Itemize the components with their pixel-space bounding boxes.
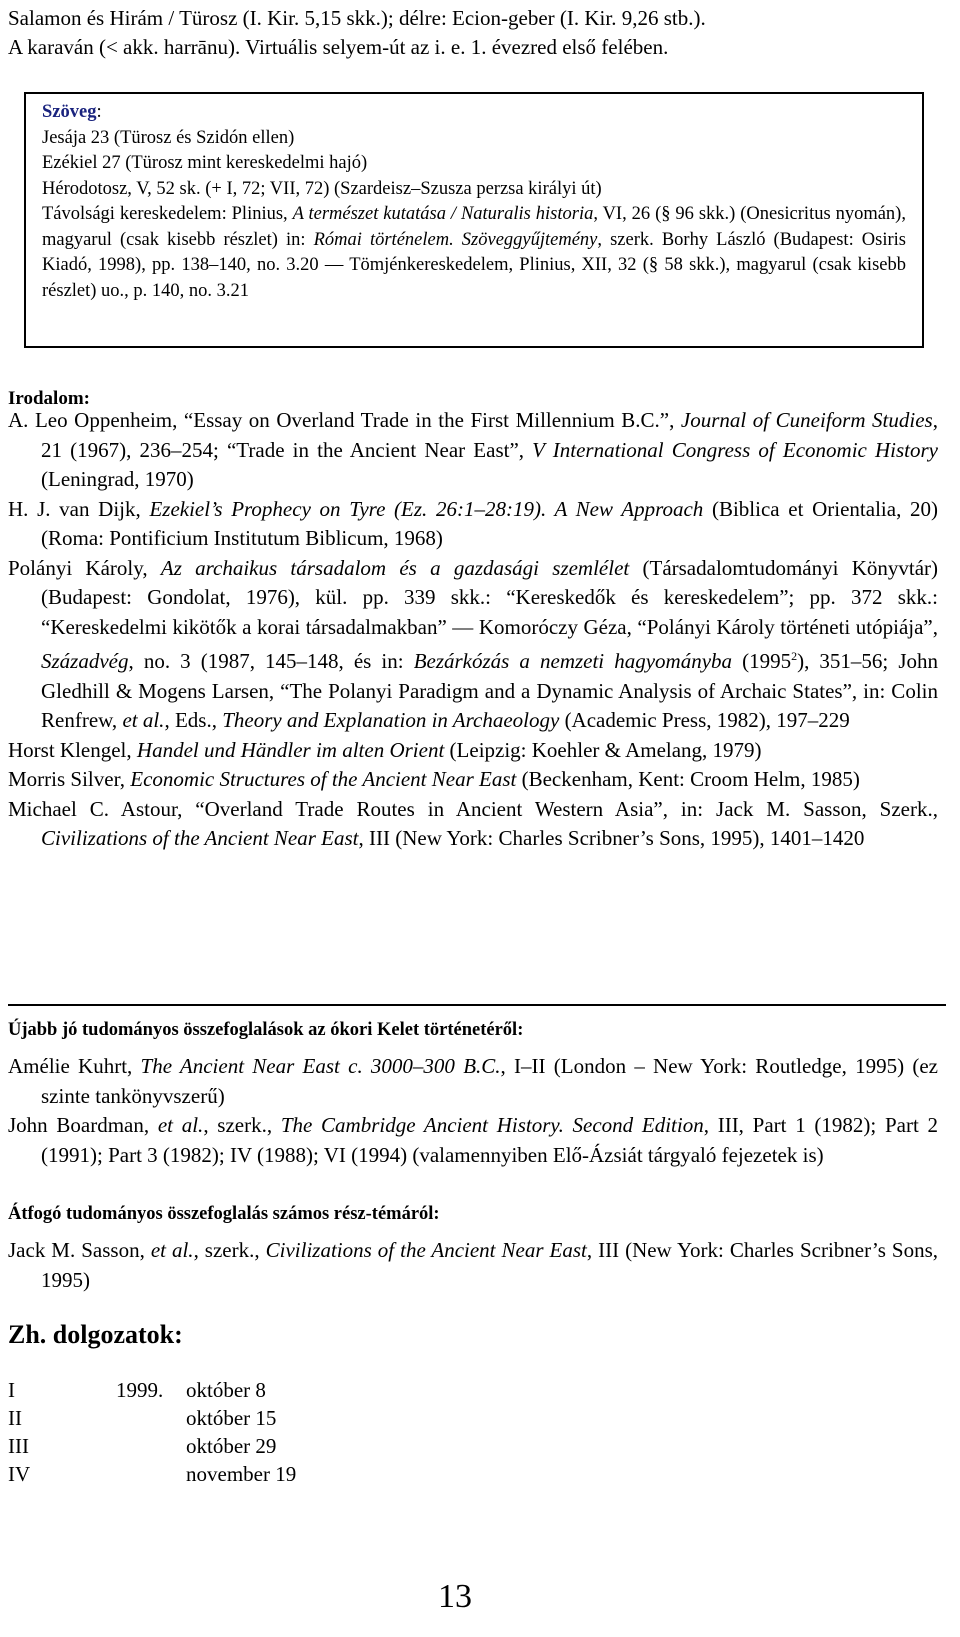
reference-entry: Horst Klengel, Handel und Händler im alten Orient (Leipzig: Koehler & Amelang, 1979) xyxy=(8,737,762,762)
exam-date-row: II október 15 xyxy=(8,1406,277,1430)
source-text-heading: Szöveg: xyxy=(42,102,102,122)
comprehensive-overview-heading: Átfogó tudományos összefoglalás számos rész-témáról: xyxy=(8,1204,440,1224)
intro-paragraph xyxy=(8,4,948,62)
reference-entry: Jack M. Sasson, et al., szerk., Civilizations of the Ancient Near East, III (New York: Charles Scribner’s Sons, 1995) xyxy=(8,1238,938,1292)
source-line: Ezékiel 27 (Türosz mint kereskedelmi hajó) xyxy=(42,153,368,173)
reference-entry: Morris Silver, Economic Structures of the Ancient Near East (Beckenham, Kent: Croom Helm, 1985) xyxy=(8,767,860,791)
reference-entry: Polányi Károly, Az archaikus társadalom és a gazdasági szemlélet (Társadalomtudományi Könyvtár) (Budapest: Gondolat, 1976), kül. pp. 339 skk.: “Kereskedők és kereskedelem”; pp. 372 skk.: “Kereskedelmi kikötők a korai társadalmakban” — Komoróczy Géza, “Polányi Károly történeti utópiája”, Századvég, no. 3 (1987, 145–148, és in: Bezárkózás a nemzeti hagyományba (1995$^2$), 351–56; John Gledhill & Mogens Larsen, “The Polanyi Paradigm and a Dynamic Analysis of Archaic States”, in: Colin Renfrew, et al., Eds., Theory and Explanation in Archaeology (Academic Press, 1982), 197–229 xyxy=(8,555,939,732)
source-line: Jesája 23 (Türosz és Szidón ellen) xyxy=(42,127,295,148)
reference-entry: A. Leo Oppenheim, “Essay on Overland Trade in the First Millennium B.C.”, Journal of Cuneiform Studies, 21 (1967), 236–254; “Trade in the Ancient Near East”, V International Congress of Economic History (Leningrad, 1970) xyxy=(8,408,938,491)
reference-entry: Michael C. Astour, “Overland Trade Routes in Ancient Western Asia”, in: Jack M. Sasson, Szerk., Civilizations of the Ancient Near East, III (New York: Charles Scribner’s Sons, 1995), 1401–1420 xyxy=(8,796,938,850)
exam-dates-list xyxy=(8,1376,408,1488)
reference-entry: John Boardman, et al., szerk., The Cambridge Ancient History. Second Edition, III, Part 1 (1982); Part 2 (1991); Part 3 (1982); IV (1988); VI (1994) (valamennyiben Elő-Ázsiát tárgyaló fejezetek is) xyxy=(8,1113,938,1167)
comprehensive-overview-list xyxy=(8,1236,938,1295)
literature-list xyxy=(8,406,938,854)
intro-line: Salamon és Hirám / Türosz (I. Kir. 5,15 skk.); délre: Ecion-geber (I. Kir. 9,26 stb.). xyxy=(8,6,706,30)
distance-trade-paragraph: Távolsági kereskedelem: Plinius, A természet kutatása / Naturalis historia, VI, 26 (§ 96 skk.) (Onesicritus nyomán), magyarul (csak kisebb részlet) in: Római történelem. Szöveggyűjtemény, szerk. Borhy László (Budapest: Osiris Kiadó, 1998), pp. 138–140, no. 3.20 — Tömjénkereskedelem, Plinius, XII, 32 (§ 58 skk.), magyarul (csak kisebb részlet) uo., p. 140, no. 3.21 xyxy=(42,204,906,301)
newer-overviews-heading: Újabb jó tudományos összefoglalások az ókori Kelet történetéről: xyxy=(8,1020,524,1040)
source-line: Hérodotosz, V, 52 sk. (+ I, 72; VII, 72) (Szardeisz–Szusza perzsa királyi út) xyxy=(42,178,602,199)
exam-date-row: IV november 19 xyxy=(8,1462,297,1486)
reference-entry: Amélie Kuhrt, The Ancient Near East c. 3000–300 B.C., I–II (London – New York: Routledge, 1995) (ez szinte tankönyvszerű) xyxy=(8,1054,938,1108)
exam-date-row: III október 29 xyxy=(8,1434,277,1458)
newer-overviews-list xyxy=(8,1052,938,1170)
exams-heading: Zh. dolgozatok: xyxy=(8,1320,183,1349)
exam-date-row: I 1999. október 8 xyxy=(8,1378,266,1402)
horizontal-divider xyxy=(8,1004,946,1006)
reference-entry: H. J. van Dijk, Ezekiel’s Prophecy on Tyre (Ez. 26:1–28:19). A New Approach (Biblica et Orientalia, 20) (Roma: Pontificium Institutum Biblicum, 1968) xyxy=(8,496,938,550)
source-text-box xyxy=(24,92,924,348)
intro-line: A karaván (< akk. harrānu). Virtuális selyem-út az i. e. 1. évezred első felében. xyxy=(8,35,669,59)
page-number: 13 xyxy=(438,1578,472,1615)
literature-heading: Irodalom: xyxy=(8,388,90,409)
